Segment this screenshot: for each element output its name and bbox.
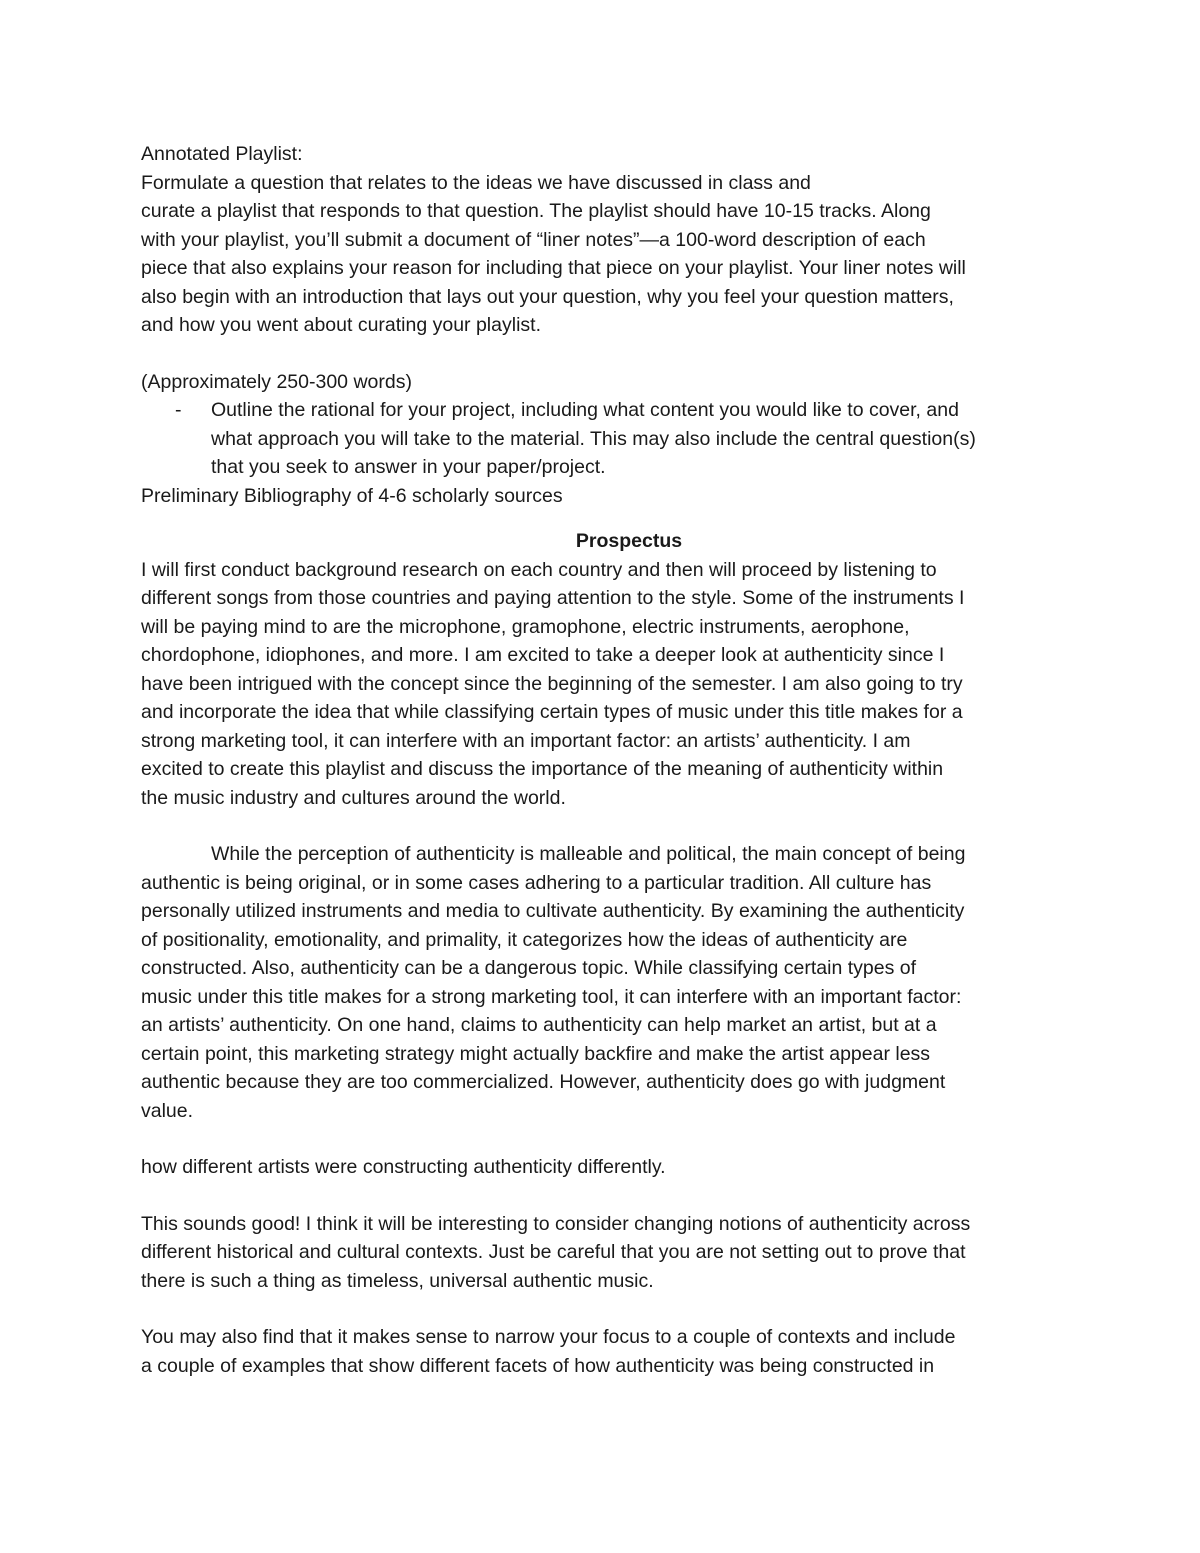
paragraph-line: You may also find that it makes sense to narrow your focus to a couple of contexts and include [141,1326,956,1348]
paragraph-line: have been intrigued with the concept since the beginning of the semester. I am also going to try [141,672,963,695]
paragraph-line: there is such a thing as timeless, universal authentic music. [141,1269,654,1292]
bibliography-requirement: Preliminary Bibliography of 4-6 scholarly sources [141,484,563,507]
paragraph-gap [141,340,1071,368]
paragraph-line: I will first conduct background research on each country and then will proceed by listening to [141,558,937,581]
description-line: also begin with an introduction that lays out your question, why you feel your question matters, [141,285,954,308]
feedback-paragraph-2 [141,1323,1071,1380]
paragraph-line: authentic because they are too commercialized. However, authenticity does go with judgment [141,1071,946,1093]
paragraph-line: different historical and cultural contexts. Just be careful that you are not setting out to prove that [141,1241,966,1263]
paragraph-line: strong marketing tool, it can interfere with an important factor: an artists’ authenticity. I am [141,729,911,752]
paragraph-gap [141,812,1071,840]
note-line: how different artists were constructing authenticity differently. [141,1156,666,1178]
bullet-line: Outline the rational for your project, including what content you would like to cover, and [211,399,959,421]
paragraph-line: While the perception of authenticity is malleable and political, the main concept of being [211,843,966,865]
paragraph-line: authentic is being original, or in some cases adhering to a particular tradition. All culture has [141,871,932,894]
bullet-line: that you seek to answer in your paper/project. [211,456,606,478]
prospectus-heading: Prospectus [575,530,683,552]
description-line: piece that also explains your reason for including that piece on your playlist. Your liner notes will [141,257,966,279]
description-line: and how you went about curating your playlist. [141,314,541,336]
paragraph-line: personally utilized instruments and media to cultivate authenticity. By examining the authenticity [141,900,965,922]
description-line: curate a playlist that responds to that question. The playlist should have 10-15 tracks. Along [141,200,931,222]
assignment-description [141,169,1071,340]
assignment-title: Annotated Playlist: [141,143,303,165]
paragraph-line: This sounds good! I think it will be interesting to consider changing notions of authenticity across [141,1212,971,1235]
feedback-paragraph-1 [141,1210,1071,1296]
prospectus-paragraph-1 [141,556,1071,813]
bullet-line: what approach you will take to the material. This may also include the central question(s) [211,427,976,450]
paragraph-gap [141,1125,1071,1153]
paragraph-line: value. [141,1099,194,1122]
paragraph-line: chordophone, idiophones, and more. I am excited to take a deeper look at authenticity since I [141,644,945,666]
bullet-text [211,396,1071,482]
paragraph-line: constructed. Also, authenticity can be a dangerous topic. While classifying certain types of [141,957,917,979]
paragraph-line: and incorporate the idea that while classifying certain types of music under this title makes for a [141,701,963,723]
word-count-note: (Approximately 250-300 words) [141,370,412,393]
paragraph-line: music under this title makes for a strong marketing tool, it can interfere with an important factor: [141,985,962,1008]
description-line: Formulate a question that relates to the ideas we have discussed in class and [141,171,811,194]
paragraph-line: excited to create this playlist and discuss the importance of the meaning of authenticity within [141,758,944,780]
document-page [141,140,1071,1380]
description-line: with your playlist, you’ll submit a document of “liner notes”—a 100-word description of each [141,228,926,251]
paragraph-line: will be paying mind to are the microphone, gramophone, electric instruments, aerophone, [141,615,910,638]
paragraph-line: a couple of examples that show different facets of how authenticity was being constructed in [141,1354,935,1377]
paragraph-line: certain point, this marketing strategy might actually backfire and make the artist appear less [141,1042,931,1065]
bullet-dash: - [175,399,182,421]
prospectus-paragraph-2 [141,840,1071,1125]
paragraph-line: an artists’ authenticity. On one hand, claims to authenticity can help market an artist, but at a [141,1014,937,1036]
paragraph-line: different songs from those countries and paying attention to the style. Some of the instruments I [141,587,965,609]
paragraph-gap [141,1295,1071,1323]
paragraph-gap [141,1182,1071,1210]
bullet-item [141,396,1071,482]
paragraph-line: of positionality, emotionality, and primality, it categorizes how the ideas of authenticity are [141,928,908,951]
paragraph-line: the music industry and cultures around the world. [141,786,566,809]
